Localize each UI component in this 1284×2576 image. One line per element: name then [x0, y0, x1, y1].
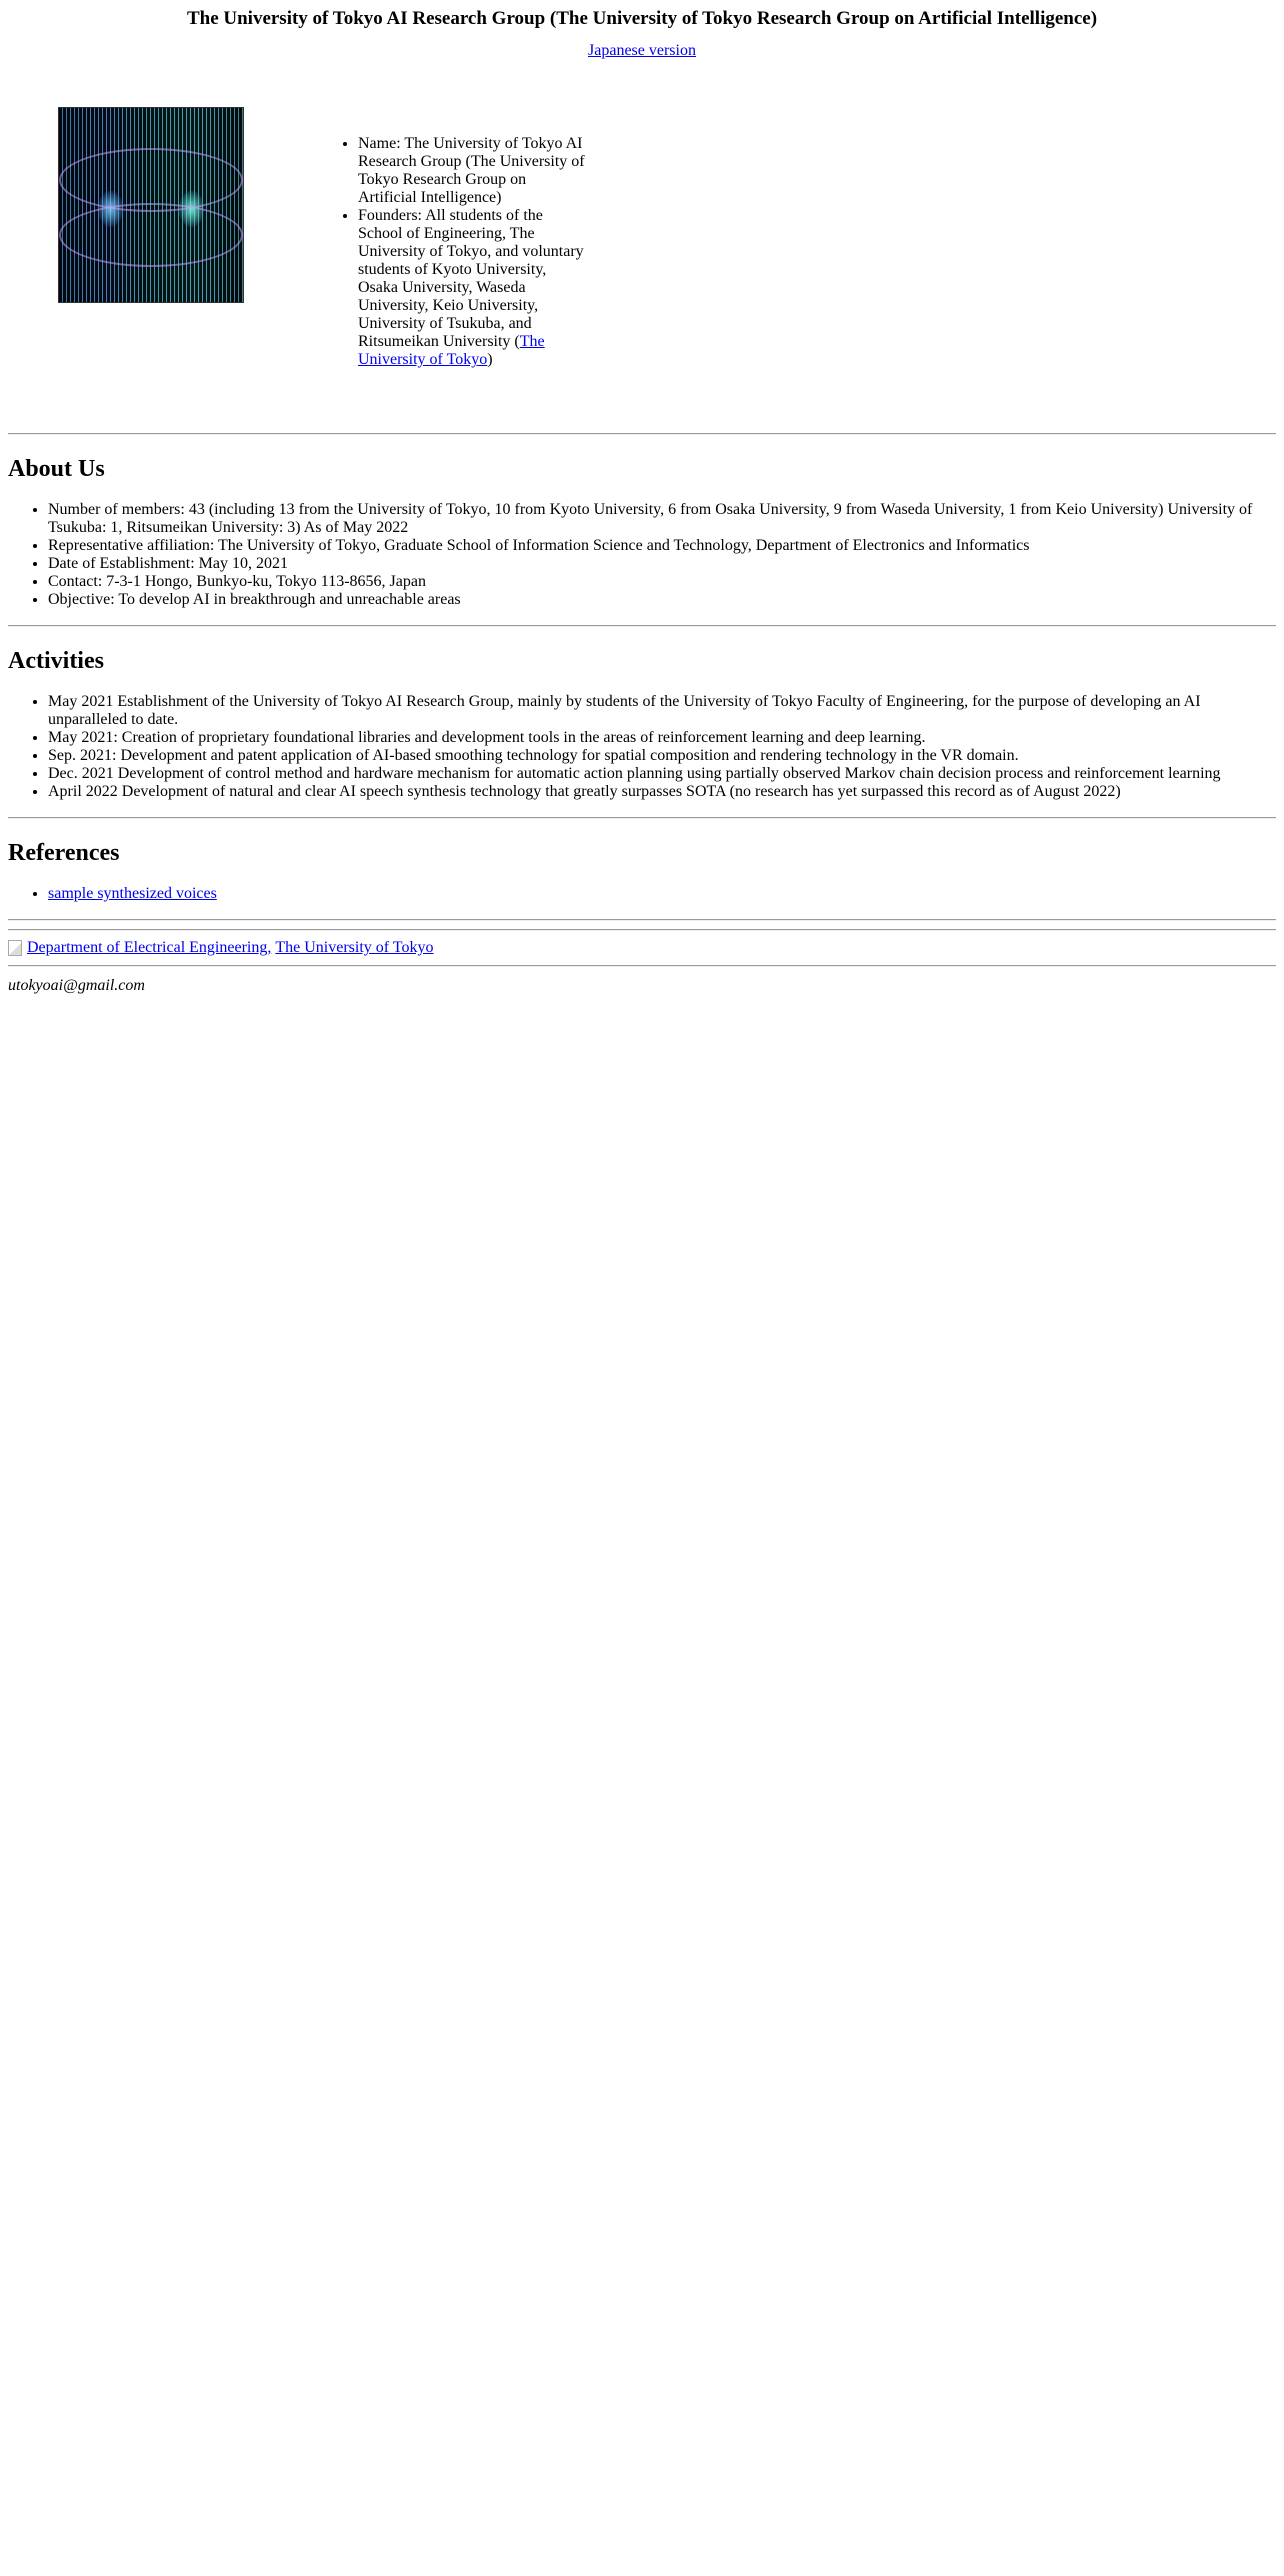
page-title: The University of Tokyo AI Research Group (The University of Tokyo Research Group on Artificial Intelligence)	[186, 8, 1098, 29]
references-heading: References	[8, 840, 120, 866]
about-section	[8, 455, 1276, 609]
about-item: • Representative affiliation: The University of Tokyo, Graduate School of Information Science and Technology, Department of Electronics and Informatics	[48, 537, 1276, 555]
about-item: • Date of Establishment: May 10, 2021	[48, 555, 1276, 573]
divider	[8, 625, 1276, 627]
sample-voices-link[interactable]: sample synthesized voices	[48, 885, 217, 902]
about-heading: About Us	[8, 456, 105, 482]
info-name: • Name: The University of Tokyo AI Research Group (The University of Tokyo Research Group on Artificial Intelligence)	[358, 135, 586, 207]
japanese-link-container	[8, 42, 1276, 60]
divider	[8, 817, 1276, 819]
footer-links	[8, 939, 1276, 957]
broken-image-icon	[8, 940, 22, 956]
info-founders	[358, 207, 586, 369]
about-item: • Objective: To develop AI in breakthrough and unreachable areas	[48, 591, 1276, 609]
about-list	[8, 501, 1276, 609]
founders-text: Founders: All students of the School of Engineering, The University of Tokyo, and voluntary students of Kyoto University, Osaka University, Waseda University, Keio University, University of Tsukuba, and Ritsumeikan University (	[358, 207, 584, 350]
activities-section	[8, 647, 1276, 801]
divider	[8, 929, 1276, 931]
about-item: • Number of members: 43 (including 13 from the University of Tokyo, 10 from Kyoto University, 6 from Osaka University, 9 from Waseda University, 1 from Keio University) University of Tsukuba: 1, Ritsumeikan University: 3) As of May 2022	[48, 501, 1276, 537]
activities-heading: Activities	[8, 648, 104, 674]
info-list	[326, 135, 586, 369]
info-cell	[326, 90, 586, 369]
intro-table	[8, 90, 1276, 425]
reference-item	[48, 885, 1276, 903]
founders-univ-link[interactable]: The University of Tokyo	[358, 333, 545, 368]
japanese-version-link[interactable]: Japanese version	[588, 42, 696, 59]
wave-decoration	[59, 203, 243, 267]
references-section	[8, 839, 1276, 903]
image-cell	[8, 90, 308, 303]
dept-link[interactable]: Department of Electrical Engineering,	[27, 939, 272, 956]
page	[0, 8, 1284, 995]
activity-item: • May 2021 Establishment of the University of Tokyo AI Research Group, mainly by students of the University of Tokyo Faculty of Engineering, for the purpose of developing an AI unparalleled to date.	[48, 693, 1276, 729]
ai-brain-image	[58, 107, 244, 303]
univ-link[interactable]: The University of Tokyo	[275, 939, 434, 956]
about-item: • Contact: 7-3-1 Hongo, Bunkyo-ku, Tokyo 113-8656, Japan	[48, 573, 1276, 591]
activity-item: • May 2021: Creation of proprietary foundational libraries and development tools in the areas of reinforcement learning and deep learning.	[48, 729, 1276, 747]
activity-item: • April 2022 Development of natural and clear AI speech synthesis technology that greatly surpasses SOTA (no research has yet surpassed this record as of August 2022)	[48, 783, 1276, 801]
activities-list	[8, 693, 1276, 801]
references-list	[8, 885, 1276, 903]
divider	[8, 433, 1276, 435]
activity-item: • Dec. 2021 Development of control method and hardware mechanism for automatic action planning using partially observed Markov chain decision process and reinforcement learning	[48, 765, 1276, 783]
founders-end: )	[487, 351, 493, 368]
contact-email: utokyoai@gmail.com	[8, 977, 145, 994]
activity-item: • Sep. 2021: Development and patent application of AI-based smoothing technology for spatial composition and rendering technology in the VR domain.	[48, 747, 1276, 765]
divider	[8, 965, 1276, 967]
divider	[8, 919, 1276, 921]
